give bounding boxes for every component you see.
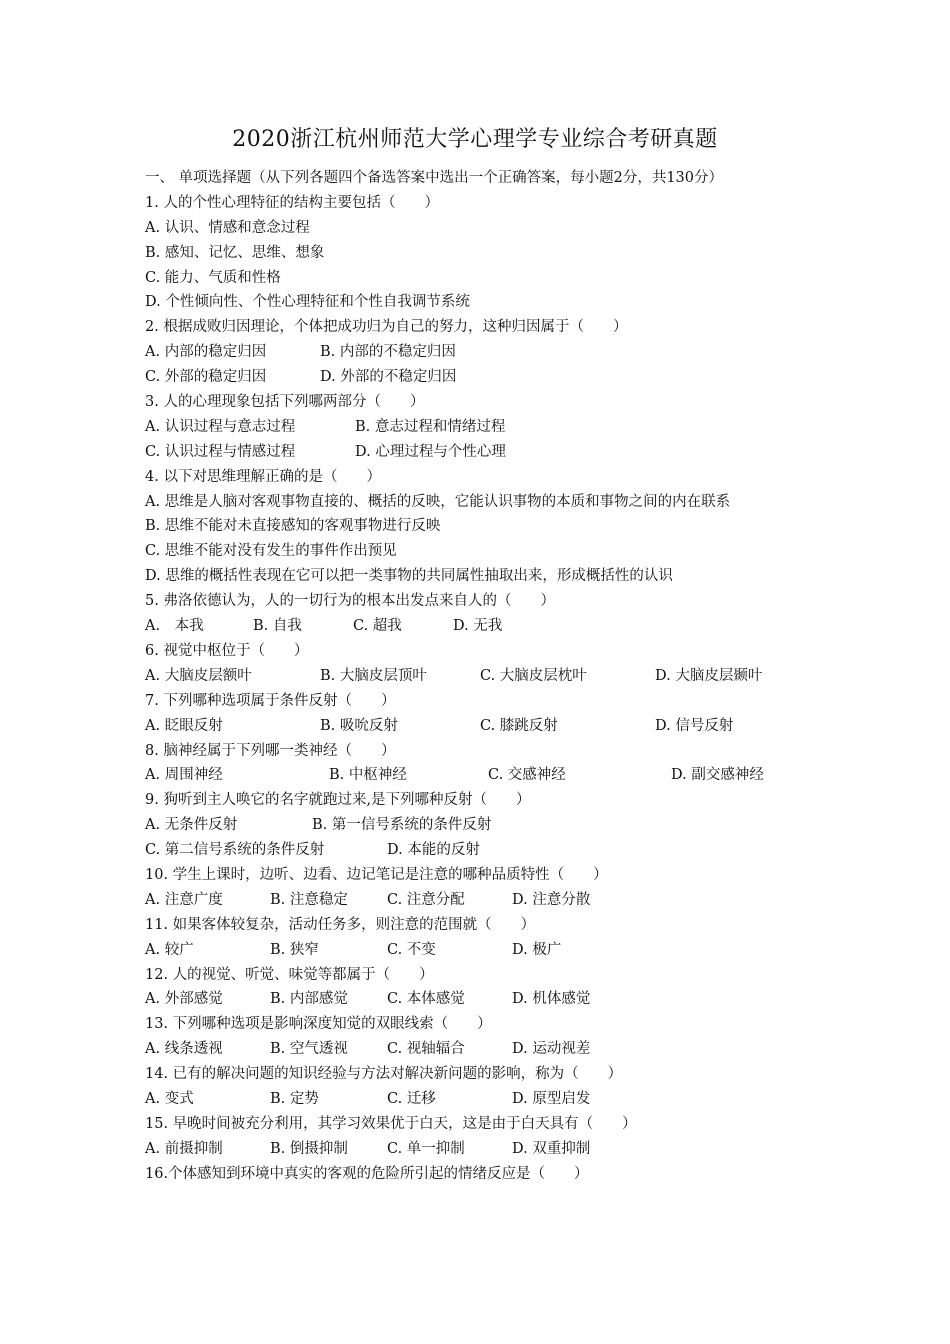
- question-3-option-a: A. 认识过程与意志过程: [145, 418, 296, 435]
- question-2-option-c: C. 外部的稳定归因: [145, 369, 267, 386]
- question-4-stem: 4. 以下对思维理解正确的是（ ）: [145, 468, 381, 485]
- section-heading: 一、 单项选择题（从下列各题四个备选答案中选出一个正确答案，每小题2分，共130分）: [145, 170, 724, 186]
- question-6-options: [145, 664, 810, 689]
- question-11-option-d: D. 极广: [512, 941, 562, 958]
- question-15-option-c: C. 单一抑制: [387, 1140, 465, 1157]
- question-13-option-d: D. 运动视差: [512, 1041, 591, 1058]
- question-6-option-a: A. 大脑皮层额叶: [145, 667, 252, 684]
- question-5-stem: 5. 弗洛依德认为，人的一切行为的根本出发点来自人的（ ）: [145, 593, 555, 610]
- question-9-option-d: D. 本能的反射: [387, 842, 480, 859]
- question-7-stem: 7. 下列哪种选项属于条件反射（ ）: [145, 692, 396, 709]
- question-7-option-d: D. 信号反射: [655, 717, 734, 734]
- question-2-option-d: D. 外部的不稳定归因: [320, 369, 457, 386]
- question-8-option-a: A. 周围神经: [145, 767, 223, 784]
- question-10-option-a: A. 注意广度: [145, 891, 223, 908]
- question-12-stem: 12. 人的视觉、听觉、味觉等都属于（ ）: [145, 966, 434, 983]
- question-12-option-a: A. 外部感觉: [145, 991, 223, 1008]
- question-1-option-c: C. 能力、气质和性格: [145, 269, 281, 286]
- question-7-options: [145, 714, 810, 739]
- question-3-option-d: D. 心理过程与个性心理: [355, 443, 506, 460]
- question-12-option-d: D. 机体感觉: [512, 991, 591, 1008]
- question-1-option-d: D. 个性倾向性、个性心理特征和个性自我调节系统: [145, 294, 470, 311]
- question-11-option-c: C. 不变: [387, 941, 436, 958]
- question-15-stem: 15. 早晚时间被充分利用，其学习效果优于白天，这是由于白天具有（ ）: [145, 1115, 637, 1132]
- question-3-options-row-1: [145, 415, 810, 440]
- question-11-option-a: A. 较广: [145, 941, 194, 958]
- question-9-option-c: C. 第二信号系统的条件反射: [145, 842, 325, 859]
- question-12-option-b: B. 内部感觉: [270, 991, 348, 1008]
- question-11-options: [145, 938, 810, 963]
- question-3-options-row-2: [145, 440, 810, 465]
- question-3-option-c: C. 认识过程与情感过程: [145, 443, 296, 460]
- question-13-stem: 13. 下列哪种选项是影响深度知觉的双眼线索（ ）: [145, 1016, 492, 1033]
- question-9-stem: 9. 狗听到主人唤它的名字就跑过来,是下列哪种反射（ ）: [145, 792, 531, 809]
- question-14-option-d: D. 原型启发: [512, 1090, 591, 1107]
- question-13-options: [145, 1037, 810, 1062]
- question-7-option-b: B. 吸吮反射: [320, 717, 398, 734]
- question-2-option-a: A. 内部的稳定归因: [145, 344, 267, 361]
- question-15-option-d: D. 双重抑制: [512, 1140, 591, 1157]
- question-1-stem: 1. 人的个性心理特征的结构主要包括（ ）: [145, 194, 439, 211]
- question-12-option-c: C. 本体感觉: [387, 991, 465, 1008]
- question-6-option-d: D. 大脑皮层颞叶: [655, 667, 763, 684]
- exam-content: [145, 166, 810, 1187]
- question-6-option-c: C. 大脑皮层枕叶: [480, 667, 587, 684]
- question-9-option-b: B. 第一信号系统的条件反射: [312, 817, 492, 834]
- question-1-option-a: A. 认识、情感和意念过程: [145, 219, 310, 236]
- question-1-option-b: B. 感知、记忆、思维、想象: [145, 244, 325, 261]
- question-15-options: [145, 1137, 810, 1162]
- question-7-option-c: C. 膝跳反射: [480, 717, 558, 734]
- question-6-option-b: B. 大脑皮层顶叶: [320, 667, 427, 684]
- question-15-option-a: A. 前摄抑制: [145, 1140, 223, 1157]
- question-2-options-row-1: [145, 340, 810, 365]
- question-5-options: [145, 614, 810, 639]
- question-3-option-b: B. 意志过程和情绪过程: [355, 418, 506, 435]
- question-7-option-a: A. 眨眼反射: [145, 717, 223, 734]
- question-2-option-b: B. 内部的不稳定归因: [320, 344, 456, 361]
- question-5-option-b: B. 自我: [253, 618, 302, 635]
- question-8-stem: 8. 脑神经属于下列哪一类神经（ ）: [145, 742, 396, 759]
- question-10-option-d: D. 注意分散: [512, 891, 591, 908]
- question-8-option-d: D. 副交感神经: [671, 767, 764, 784]
- question-14-option-b: B. 定势: [270, 1090, 319, 1107]
- question-13-option-a: A. 线条透视: [145, 1041, 223, 1058]
- question-9-option-a: A. 无条件反射: [145, 817, 238, 834]
- question-15-option-b: B. 倒摄抑制: [270, 1140, 348, 1157]
- question-5-option-a: A. 本我: [145, 618, 204, 635]
- question-11-option-b: B. 狭窄: [270, 941, 319, 958]
- question-4-option-b: B. 思维不能对未直接感知的客观事物进行反映: [145, 518, 441, 535]
- question-9-options-row-1: [145, 813, 810, 838]
- question-5-option-d: D. 无我: [453, 618, 503, 635]
- question-3-stem: 3. 人的心理现象包括下列哪两部分（ ）: [145, 394, 425, 411]
- question-13-option-b: B. 空气透视: [270, 1041, 348, 1058]
- question-4-option-a: A. 思维是人脑对客观事物直接的、概括的反映，它能认识事物的本质和事物之间的内在联系: [145, 493, 731, 510]
- question-10-option-b: B. 注意稳定: [270, 891, 348, 908]
- question-14-stem: 14. 已有的解决问题的知识经验与方法对解决新问题的影响，称为（ ）: [145, 1066, 623, 1083]
- question-14-option-a: A. 变式: [145, 1090, 194, 1107]
- question-4-option-c: C. 思维不能对没有发生的事件作出预见: [145, 543, 397, 560]
- question-8-option-c: C. 交感神经: [488, 767, 566, 784]
- question-14-options: [145, 1087, 810, 1112]
- question-12-options: [145, 987, 810, 1012]
- question-6-stem: 6. 视觉中枢位于（ ）: [145, 642, 309, 659]
- question-13-option-c: C. 视轴辐合: [387, 1041, 465, 1058]
- question-10-stem: 10. 学生上课时，边听、边看、边记笔记是注意的哪种品质特性（ ）: [145, 866, 608, 883]
- page-title: 2020浙江杭州师范大学心理学专业综合考研真题: [232, 127, 718, 152]
- question-2-options-row-2: [145, 365, 810, 390]
- question-2-stem: 2. 根据成败归因理论，个体把成功归为自己的努力，这种归因属于（ ）: [145, 319, 628, 336]
- question-9-options-row-2: [145, 838, 810, 863]
- question-5-option-c: C. 超我: [353, 618, 402, 635]
- question-8-option-b: B. 中枢神经: [329, 767, 407, 784]
- question-8-options: [145, 763, 810, 788]
- question-10-option-c: C. 注意分配: [387, 891, 465, 908]
- question-14-option-c: C. 迁移: [387, 1090, 436, 1107]
- question-11-stem: 11. 如果客体较复杂，活动任务多，则注意的范围就（ ）: [145, 916, 536, 933]
- question-4-option-d: D. 思维的概括性表现在它可以把一类事物的共同属性抽取出来，形成概括性的认识: [145, 568, 673, 585]
- question-16-stem: 16.个体感知到环境中真实的客观的危险所引起的情绪反应是（ ）: [145, 1165, 589, 1182]
- question-10-options: [145, 888, 810, 913]
